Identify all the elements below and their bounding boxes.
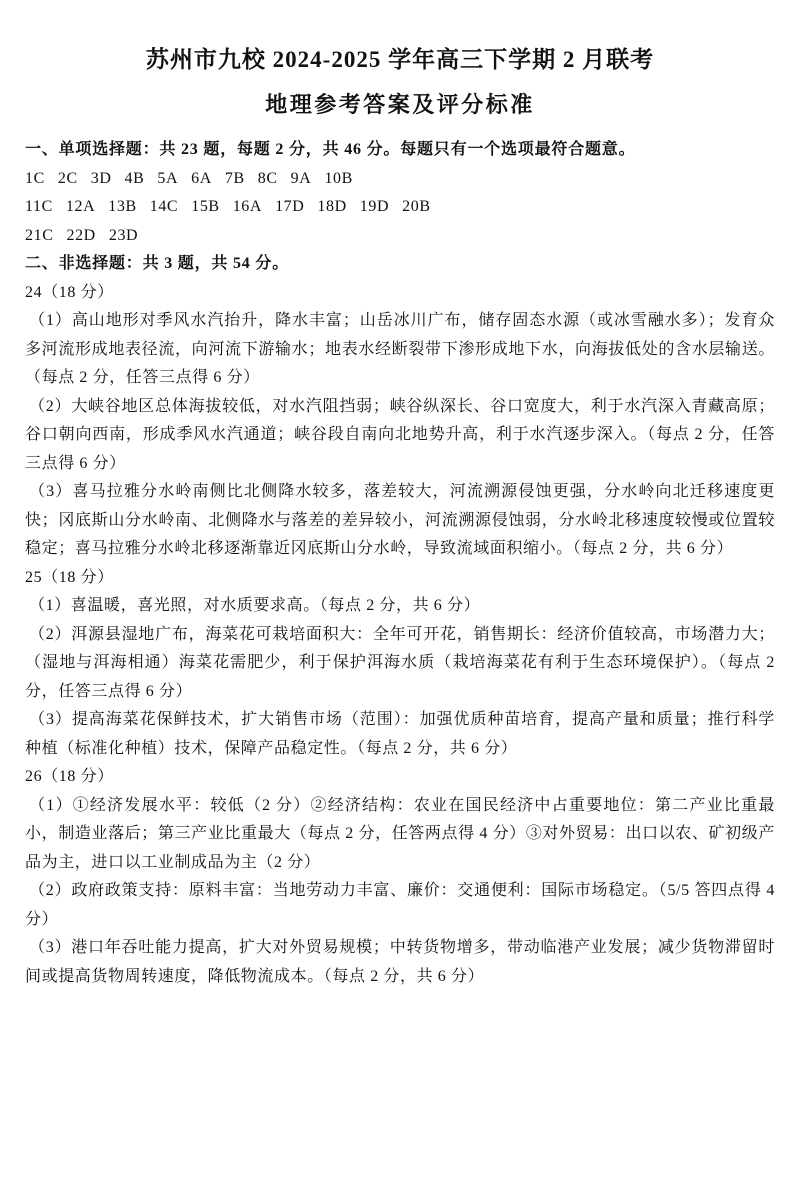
mcq-answer: 11C (25, 198, 53, 215)
mcq-answer: 6A (191, 169, 212, 187)
question-24-number: 24（18 分） (25, 283, 114, 301)
question-26-part-1: （1）①经济发展水平：较低（2 分）②经济结构：农业在国民经济中占重要地位：第二产业比重最小，制造业落后；第三产业比重最大（每点 2 分，任答两点得 4 分）③对外贸易：出口以农、矿初级产品为主，进口以工业制成品为主（2 分） (25, 796, 775, 871)
mcq-answer: 13B (108, 198, 137, 215)
mcq-section-heading: 一、单项选择题：共 23 题，每题 2 分，共 46 分。每题只有一个选项最符合题意。 (25, 141, 636, 158)
mcq-answer: 16A (232, 198, 263, 215)
mcq-answer: 18D (317, 198, 347, 215)
mcq-answer: 3D (90, 169, 112, 187)
mcq-answer: 8C (257, 169, 278, 187)
question-26-number: 26（18 分） (25, 768, 114, 785)
question-24-part-2: （2）大峡谷地区总体海拔较低，对水汽阻挡弱；峡谷纵深长、谷口宽度大，利于水汽深入青藏高原；谷口朝向西南，形成季风水汽通道；峡谷段自南向北地势升高，利于水汽逐步深入。（每点 2 分，任答三点得 6 分） (25, 397, 775, 472)
mcq-answer: 21C (25, 226, 54, 244)
mcq-answer: 7B (224, 169, 245, 187)
question-24-part-1: （1）高山地形对季风水汽抬升，降水丰富；山岳冰川广布，储存固态水源（或冰雪融水多）；发育众多河流形成地表径流，向河流下游输水；地表水经断裂带下渗形成地下水，向海拔低处的含水层输送。（每点 2 分，任答三点得 6 分） (25, 312, 775, 386)
mcq-answer-row-2 (25, 193, 775, 222)
mcq-answer: 2C (57, 169, 78, 187)
mcq-answer: 22D (66, 226, 96, 244)
mcq-answer: 1C (25, 169, 45, 187)
question-25-number: 25（18 分） (25, 568, 114, 586)
document-body (25, 136, 775, 991)
document-title: 苏州市九校 2024-2025 学年高三下学期 2 月联考 (145, 47, 655, 72)
mcq-answer: 5A (157, 169, 179, 187)
question-26-part-3: （3）港口年吞吐能力提高，扩大对外贸易规模；中转货物增多，带动临港产业发展；减少货物滞留时间或提高货物周转速度，降低物流成本。（每点 2 分，共 6 分） (25, 939, 775, 985)
mcq-answer: 20B (402, 198, 431, 215)
mcq-answer: 19D (359, 198, 390, 215)
frq-section-heading: 二、非选择题：共 3 题，共 54 分。 (25, 255, 290, 272)
question-26-part-2: （2）政府政策支持：原料丰富：当地劳动力丰富、廉价：交通便利：国际市场稳定。（5/5 答四点得 4 分） (25, 882, 775, 928)
mcq-answer: 9A (290, 169, 312, 187)
mcq-answer: 15B (191, 198, 220, 215)
mcq-answer: 10B (324, 169, 353, 187)
mcq-answer: 17D (275, 198, 305, 215)
question-25-part-3: （3）提高海菜花保鲜技术，扩大销售市场（范围）：加强优质种苗培育，提高产量和质量；推行科学种植（标准化种植）技术，保障产品稳定性。（每点 2 分，共 6 分） (25, 711, 775, 757)
mcq-answer-row-1 (25, 165, 775, 194)
question-24-part-3: （3）喜马拉雅分水岭南侧比北侧降水较多，落差较大，河流溯源侵蚀更强，分水岭向北迁移速度更快；冈底斯山分水岭南、北侧降水与落差的差异较小，河流溯源侵蚀弱，分水岭北移速度较慢或位置较稳定；喜马拉雅分水岭北移逐渐靠近冈底斯山分水岭，导致流域面积缩小。（每点 2 分，共 6 分） (25, 483, 775, 557)
mcq-answer: 23D (108, 226, 139, 244)
document-subtitle: 地理参考答案及评分标准 (265, 92, 535, 117)
question-25-part-1: （1）喜温暖，喜光照，对水质要求高。（每点 2 分，共 6 分） (29, 597, 481, 614)
question-25-part-2: （2）洱源县湿地广布，海菜花可栽培面积大：全年可开花，销售期长：经济价值较高，市场潜力大；（湿地与洱海相通）海菜花需肥少，利于保护洱海水质（栽培海菜花有利于生态环境保护）。（每点 2 分，任答三点得 6 分） (25, 625, 775, 700)
mcq-answer: 4B (124, 169, 145, 187)
mcq-answer: 12A (65, 198, 96, 215)
mcq-answer: 14C (149, 198, 179, 215)
mcq-answer-row-3 (25, 222, 775, 251)
